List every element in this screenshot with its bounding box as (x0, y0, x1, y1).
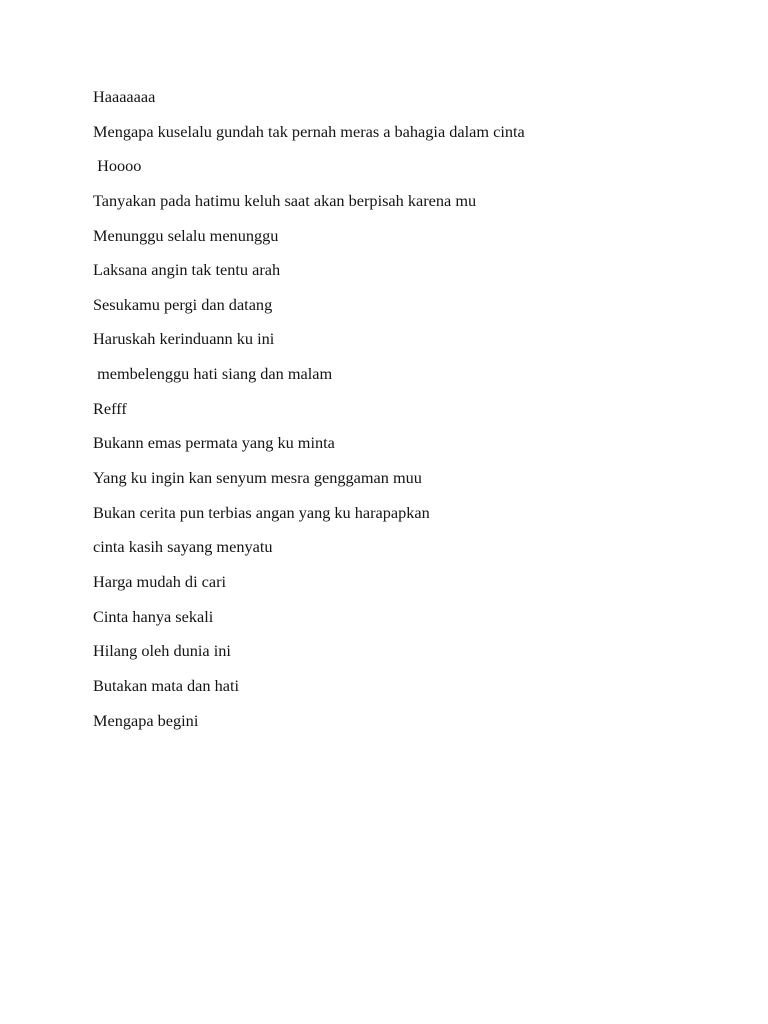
lyric-line: Butakan mata dan hati (93, 675, 240, 695)
lyric-line: Harga mudah di cari (93, 571, 227, 591)
lyric-section-label-refrain: Refff (93, 398, 127, 418)
lyric-line: Cinta hanya sekali (93, 606, 214, 626)
lyric-line: Mengapa begini (93, 710, 199, 730)
lyrics-text-body (93, 86, 525, 744)
lyric-line: Bukann emas permata yang ku minta (93, 433, 335, 453)
lyric-line: Tanyakan pada hatimu keluh saat akan berpisah karena mu (93, 190, 477, 210)
lyric-line: Yang ku ingin kan senyum mesra genggaman muu (93, 468, 422, 488)
lyric-line: Menunggu selalu menunggu (93, 225, 279, 245)
lyric-line: Mengapa kuselalu gundah tak pernah meras a bahagia dalam cinta (93, 121, 525, 141)
lyric-line: cinta kasih sayang menyatu (93, 537, 273, 557)
lyric-line: Hilang oleh dunia ini (93, 641, 231, 661)
lyric-line: Laksana angin tak tentu arah (93, 260, 281, 280)
lyric-line: Haaaaaaa (93, 87, 156, 106)
lyric-line: Hoooo (93, 156, 142, 176)
lyric-line: Bukan cerita pun terbias angan yang ku harapapkan (93, 502, 430, 522)
lyric-line: membelenggu hati siang dan malam (93, 364, 333, 384)
lyric-line: Sesukamu pergi dan datang (93, 294, 273, 314)
lyric-line: Haruskah kerinduann ku ini (93, 329, 275, 349)
